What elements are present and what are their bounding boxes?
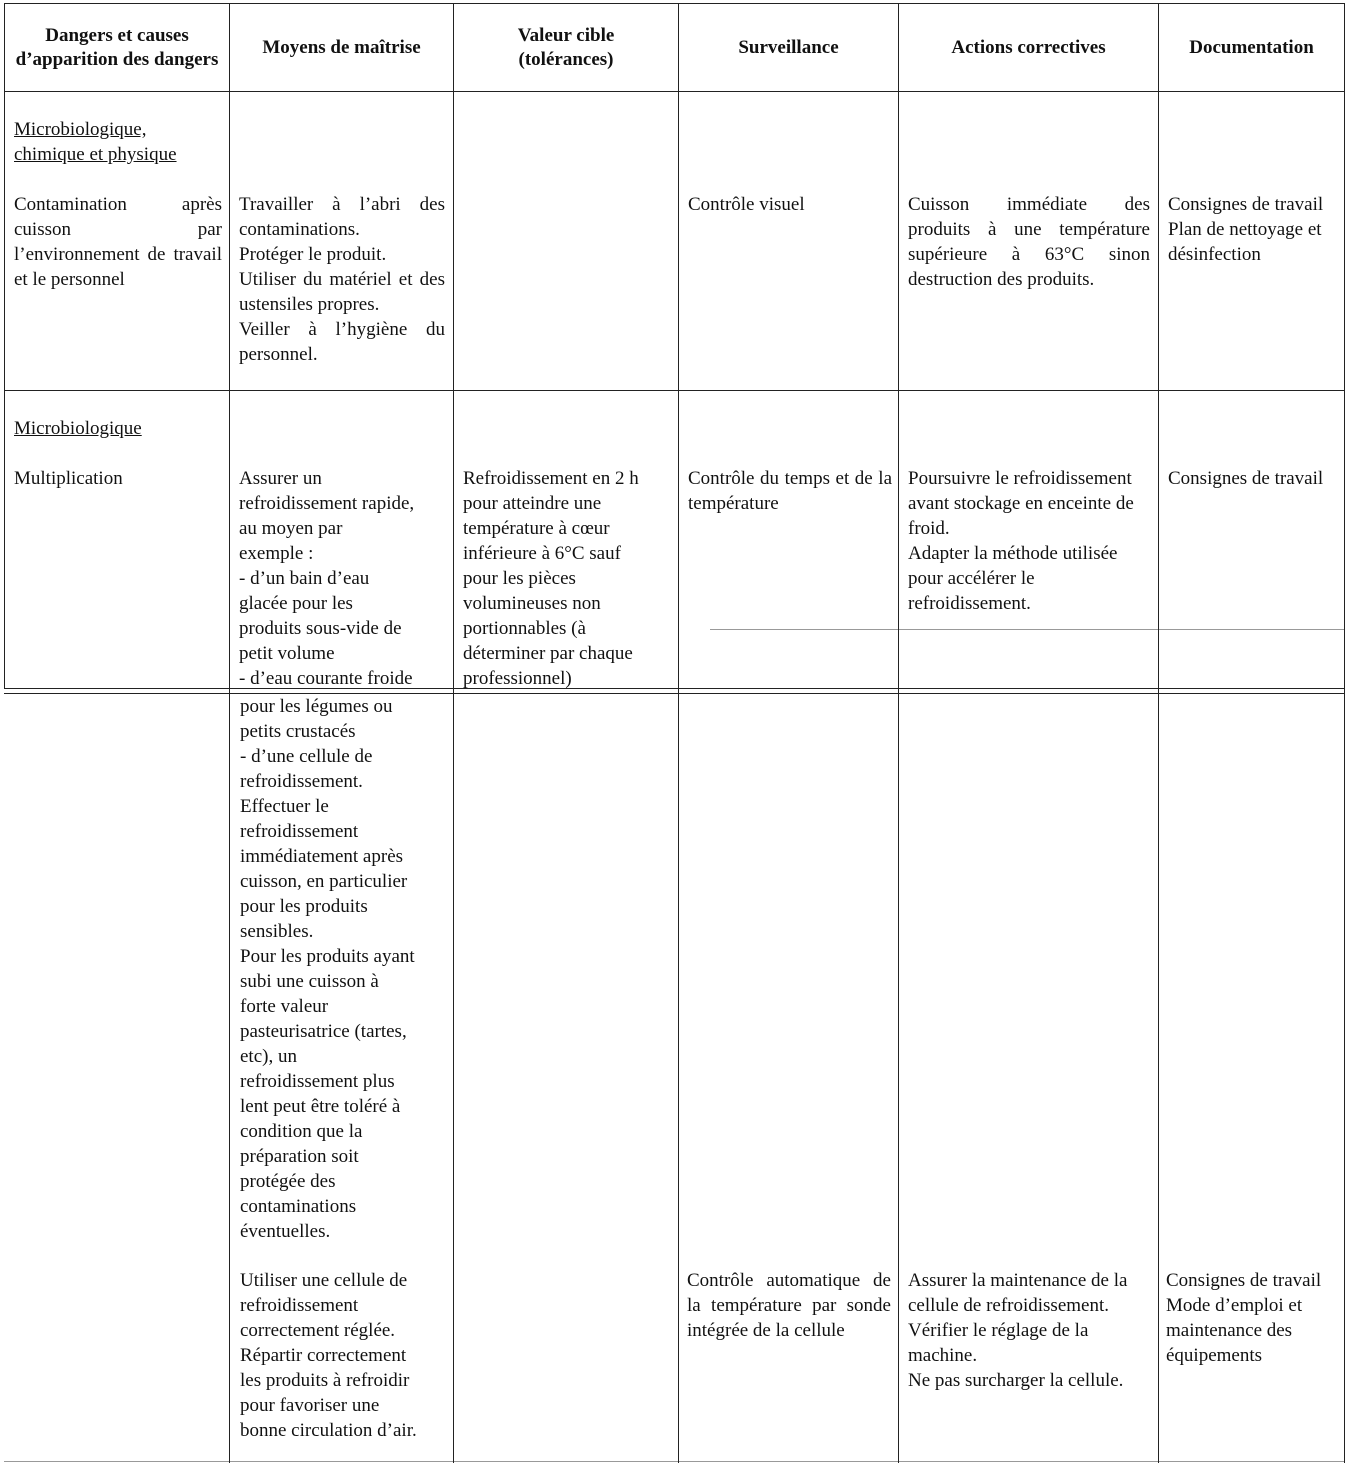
- row2-moyens-line: immédiatement après: [240, 846, 404, 867]
- row2-surveillance: Contrôle du temps et de la température: [688, 468, 892, 514]
- row3-moyens-line: correctement réglée.: [240, 1320, 396, 1341]
- row2-moyens-line: au moyen par: [239, 518, 343, 539]
- row3-documentation-line: Mode d’emploi et maintenance des équipements: [1166, 1295, 1303, 1366]
- row2-danger-cell: [14, 416, 222, 491]
- row2-moyens-line: refroidissement rapide,: [239, 493, 415, 514]
- row1-moyens-line: Utiliser du matériel et des ustensiles propres.: [239, 269, 445, 315]
- row1-danger-cell: [14, 117, 222, 292]
- row2-valeur-line: déterminer par chaque: [463, 643, 633, 664]
- row2-moyens-line: lent peut être toléré à: [240, 1096, 401, 1117]
- row2-moyens-line: préparation soit: [240, 1146, 359, 1167]
- col-divider-3: [678, 3, 679, 1463]
- row2-moyens-line: pasteurisatrice (tartes,: [240, 1021, 407, 1042]
- row3-actions-line: Ne pas surcharger la cellule.: [908, 1370, 1124, 1391]
- header-moyens: Moyens de maîtrise: [262, 36, 421, 58]
- row2-moyens-line: refroidissement plus: [240, 1071, 395, 1092]
- row2-moyens-line: Pour les produits ayant: [240, 946, 415, 967]
- header-dangers: Dangers et causes d’apparition des dangers: [15, 24, 219, 70]
- row3-actions-line: Vérifier le réglage de la machine.: [908, 1320, 1089, 1366]
- header-surveillance: Surveillance: [738, 36, 839, 58]
- row2-moyens-line: produits sous-vide de: [239, 618, 402, 639]
- row1-moyens-line: Veiller à l’hygiène du personnel.: [239, 319, 445, 365]
- row2-moyens-line: etc), un: [240, 1046, 297, 1067]
- row2-valeur-line: volumineuses non: [463, 593, 601, 614]
- row2-moyens-line: pour les produits: [240, 896, 368, 917]
- row1-documentation-line: Plan de nettoyage et désinfection: [1168, 219, 1322, 265]
- row1-moyens-line: Travailler à l’abri des contaminations.: [239, 194, 445, 240]
- row1-surveillance: Contrôle visuel: [688, 194, 805, 215]
- row2-moyens-line: - d’eau courante froide: [239, 668, 413, 689]
- row3-moyens-line: bonne circulation d’air.: [240, 1420, 417, 1441]
- row2-moyens-line: cuisson, en particulier: [240, 871, 408, 892]
- col-divider-5: [1158, 3, 1159, 1463]
- row-divider: [4, 390, 1345, 391]
- row2-valeur-line: Refroidissement en 2 h: [463, 468, 639, 489]
- row3-surveillance: Contrôle automatique de la température par sonde intégrée de la cellule: [687, 1270, 891, 1341]
- row1-danger-cause: Contamination après cuisson par l’environnement de travail et le personnel: [14, 194, 222, 290]
- table-border-bottom: [4, 1461, 1345, 1462]
- row2-moyens-line: sensibles.: [240, 921, 314, 942]
- row2-actions: [908, 466, 1150, 616]
- row2-moyens-line: pour les légumes ou: [240, 696, 393, 717]
- row3-moyens-line: Répartir correctement: [240, 1345, 407, 1366]
- row2-moyens: [239, 466, 449, 691]
- row2-moyens-line: Effectuer le: [240, 796, 329, 817]
- table-border-left: [4, 3, 5, 689]
- row1-moyens: [239, 192, 445, 367]
- col-divider-1: [229, 3, 230, 1463]
- row3-actions-line: Assurer la maintenance de la cellule de refroidissement.: [908, 1270, 1128, 1316]
- row2-moyens-line: - d’un bain d’eau: [239, 568, 370, 589]
- row3-moyens: [240, 1268, 450, 1443]
- row3-documentation: [1166, 1268, 1342, 1368]
- row2-actions-line: Poursuivre le refroidissement avant stockage en enceinte de froid.: [908, 468, 1134, 539]
- scan-artifact-line: [710, 629, 1345, 630]
- row2-valeur-line: professionnel): [463, 668, 572, 689]
- header-divider: [4, 91, 1345, 92]
- row2-moyens-line: refroidissement: [240, 821, 359, 842]
- row2-moyens-line: contaminations éventuelles.: [240, 1196, 357, 1242]
- row2-danger-cause: Multiplication: [14, 468, 123, 489]
- row3-moyens-line: les produits à refroidir: [240, 1370, 410, 1391]
- row1-moyens-line: Protéger le produit.: [239, 244, 387, 265]
- page-break-bottom: [4, 693, 1345, 694]
- row2-moyens-line: condition que la: [240, 1121, 363, 1142]
- header-actions-correctives: Actions correctives: [951, 36, 1106, 58]
- row2-danger-category: Microbiologique: [14, 418, 142, 439]
- row2-actions-line: Adapter la méthode utilisée pour accélérer le refroidissement.: [908, 543, 1118, 614]
- row2-valeur-line: pour atteindre une: [463, 493, 602, 514]
- row2-valeur-line: température à cœur: [463, 518, 610, 539]
- row1-documentation: [1168, 192, 1340, 267]
- row2-moyens-line: glacée pour les: [239, 593, 353, 614]
- row3-moyens-line: pour favoriser une: [240, 1395, 380, 1416]
- row2-moyens-line: petits crustacés: [240, 721, 356, 742]
- row2-valeur-cible: [463, 466, 673, 691]
- table-border-right: [1344, 3, 1345, 1463]
- row2-moyens-continued: [240, 694, 450, 1244]
- row2-valeur-line: portionnables (à: [463, 618, 586, 639]
- row2-documentation: Consignes de travail: [1168, 468, 1324, 489]
- col-divider-4: [898, 3, 899, 1463]
- row3-actions: [908, 1268, 1154, 1393]
- row3-moyens-line: refroidissement: [240, 1295, 359, 1316]
- row2-moyens-line: refroidissement.: [240, 771, 363, 792]
- row2-moyens-line: forte valeur: [240, 996, 329, 1017]
- col-divider-2: [453, 3, 454, 1463]
- row2-moyens-line: Assurer un: [239, 468, 322, 489]
- row1-actions: Cuisson immédiate des produits à une température supérieure à 63°C sinon destruction des produits.: [908, 194, 1150, 290]
- header-documentation: Documentation: [1189, 36, 1314, 58]
- table-border-top: [4, 3, 1345, 4]
- row2-moyens-line: subi une cuisson à: [240, 971, 379, 992]
- row3-moyens-line: Utiliser une cellule de: [240, 1270, 408, 1291]
- row3-documentation-line: Consignes de travail: [1166, 1270, 1322, 1291]
- header-valeur-cible: Valeur cible (tolérances): [517, 24, 615, 70]
- row1-documentation-line: Consignes de travail: [1168, 194, 1324, 215]
- row2-moyens-line: petit volume: [239, 643, 335, 664]
- page-break-top: [4, 688, 1345, 689]
- row2-moyens-line: protégée des: [240, 1171, 336, 1192]
- row1-danger-category: Microbiologique, chimique et physique: [14, 119, 177, 165]
- row2-moyens-line: - d’une cellule de: [240, 746, 373, 767]
- row2-valeur-line: pour les pièces: [463, 568, 576, 589]
- row2-moyens-line: exemple :: [239, 543, 314, 564]
- row2-valeur-line: inférieure à 6°C sauf: [463, 543, 621, 564]
